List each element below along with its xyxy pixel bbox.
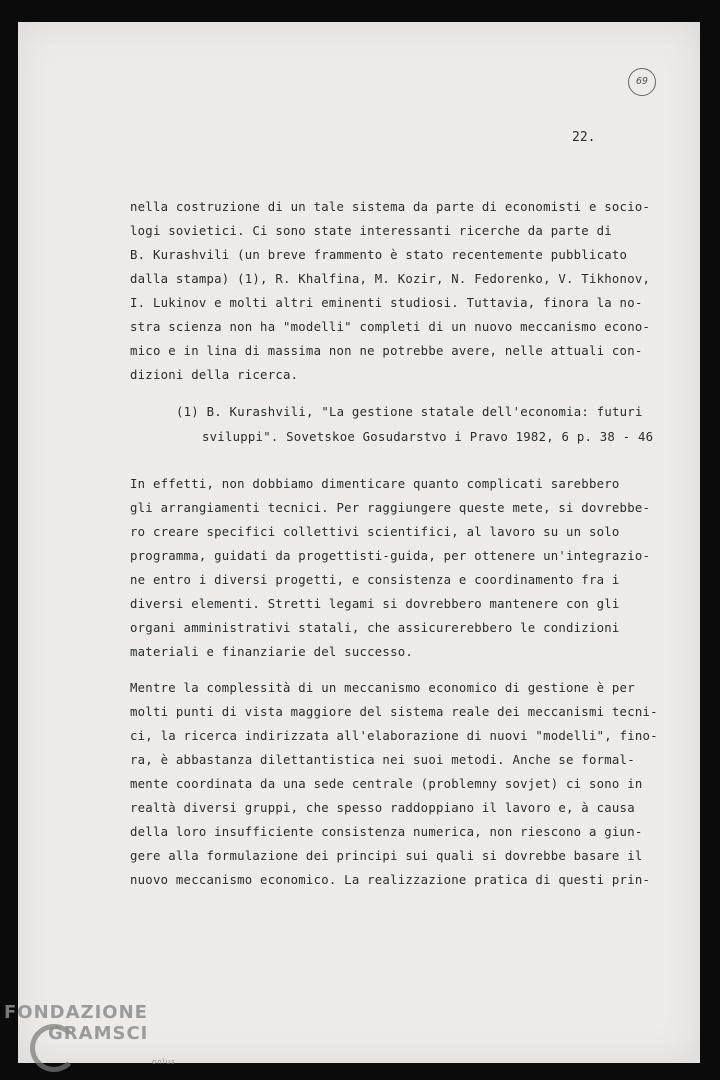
text-line: molti punti di vista maggiore del sistema reale dei meccanismi tecni- xyxy=(130,705,658,719)
text-line: I. Lukinov e molti altri eminenti studiosi. Tuttavia, finora la no- xyxy=(130,296,643,310)
text-line: mico e in lina di massima non ne potrebbe avere, nelle attuali con- xyxy=(130,344,643,358)
text-line: nuovo meccanismo economico. La realizzazione pratica di questi prin- xyxy=(130,873,651,887)
text-line: stra scienza non ha "modelli" completi di un nuovo meccanismo econo- xyxy=(130,320,651,334)
text-line: dizioni della ricerca. xyxy=(130,368,299,382)
page-number: 22. xyxy=(572,130,596,145)
footnote-line: sviluppi". Sovetskoe Gosudarstvo i Pravo 1982, 6 p. 38 - 46 xyxy=(202,430,654,444)
text-line: In effetti, non dobbiamo dimenticare quanto complicati sarebbero xyxy=(130,477,620,491)
watermark-line-1: FONDAZIONE xyxy=(4,1002,148,1023)
archive-stamp: 69 xyxy=(628,68,656,96)
text-line: ro creare specifici collettivi scientifici, al lavoro su un solo xyxy=(130,525,620,539)
footnote-line: (1) B. Kurashvili, "La gestione statale dell'economia: futuri xyxy=(176,405,643,419)
text-line: diversi elementi. Stretti legami si dovrebbero mantenere con gli xyxy=(130,597,620,611)
text-line: gli arrangiamenti tecnici. Per raggiungere queste mete, si dovrebbe- xyxy=(130,501,651,515)
text-line: Mentre la complessità di un meccanismo economico di gestione è per xyxy=(130,681,635,695)
text-line: B. Kurashvili (un breve frammento è stato recentemente pubblicato xyxy=(130,248,628,262)
watermark xyxy=(4,1002,176,1066)
document-page xyxy=(18,22,700,1063)
text-line: materiali e finanziarie del successo. xyxy=(130,645,414,659)
text-line: dalla stampa) (1), R. Khalfina, M. Kozir, N. Fedorenko, V. Tikhonov, xyxy=(130,272,651,286)
text-line: ci, la ricerca indirizzata all'elaborazione di nuovi "modelli", fino- xyxy=(130,729,658,743)
watermark-line-3: onlus xyxy=(152,1058,176,1066)
text-line: programma, guidati da progettisti-guida, per ottenere un'integrazio- xyxy=(130,549,651,563)
text-line: della loro insufficiente consistenza numerica, non riescono a giun- xyxy=(130,825,643,839)
text-line: mente coordinata da una sede centrale (problemny sovjet) ci sono in xyxy=(130,777,643,791)
watermark-line-2: GRAMSCI xyxy=(48,1023,149,1044)
text-line: organi amministrativi statali, che assicurerebbero le condizioni xyxy=(130,621,620,635)
text-line: ra, è abbastanza dilettantistica nei suoi metodi. Anche se formal- xyxy=(130,753,635,767)
text-line: logi sovietici. Ci sono state interessanti ricerche da parte di xyxy=(130,224,612,238)
text-line: gere alla formulazione dei principi sui quali si dovrebbe basare il xyxy=(130,849,643,863)
text-line: ne entro i diversi progetti, e consistenza e coordinamento fra i xyxy=(130,573,620,587)
text-line: nella costruzione di un tale sistema da parte di economisti e socio- xyxy=(130,200,651,214)
text-line: realtà diversi gruppi, che spesso raddoppiano il lavoro e, à causa xyxy=(130,801,635,815)
